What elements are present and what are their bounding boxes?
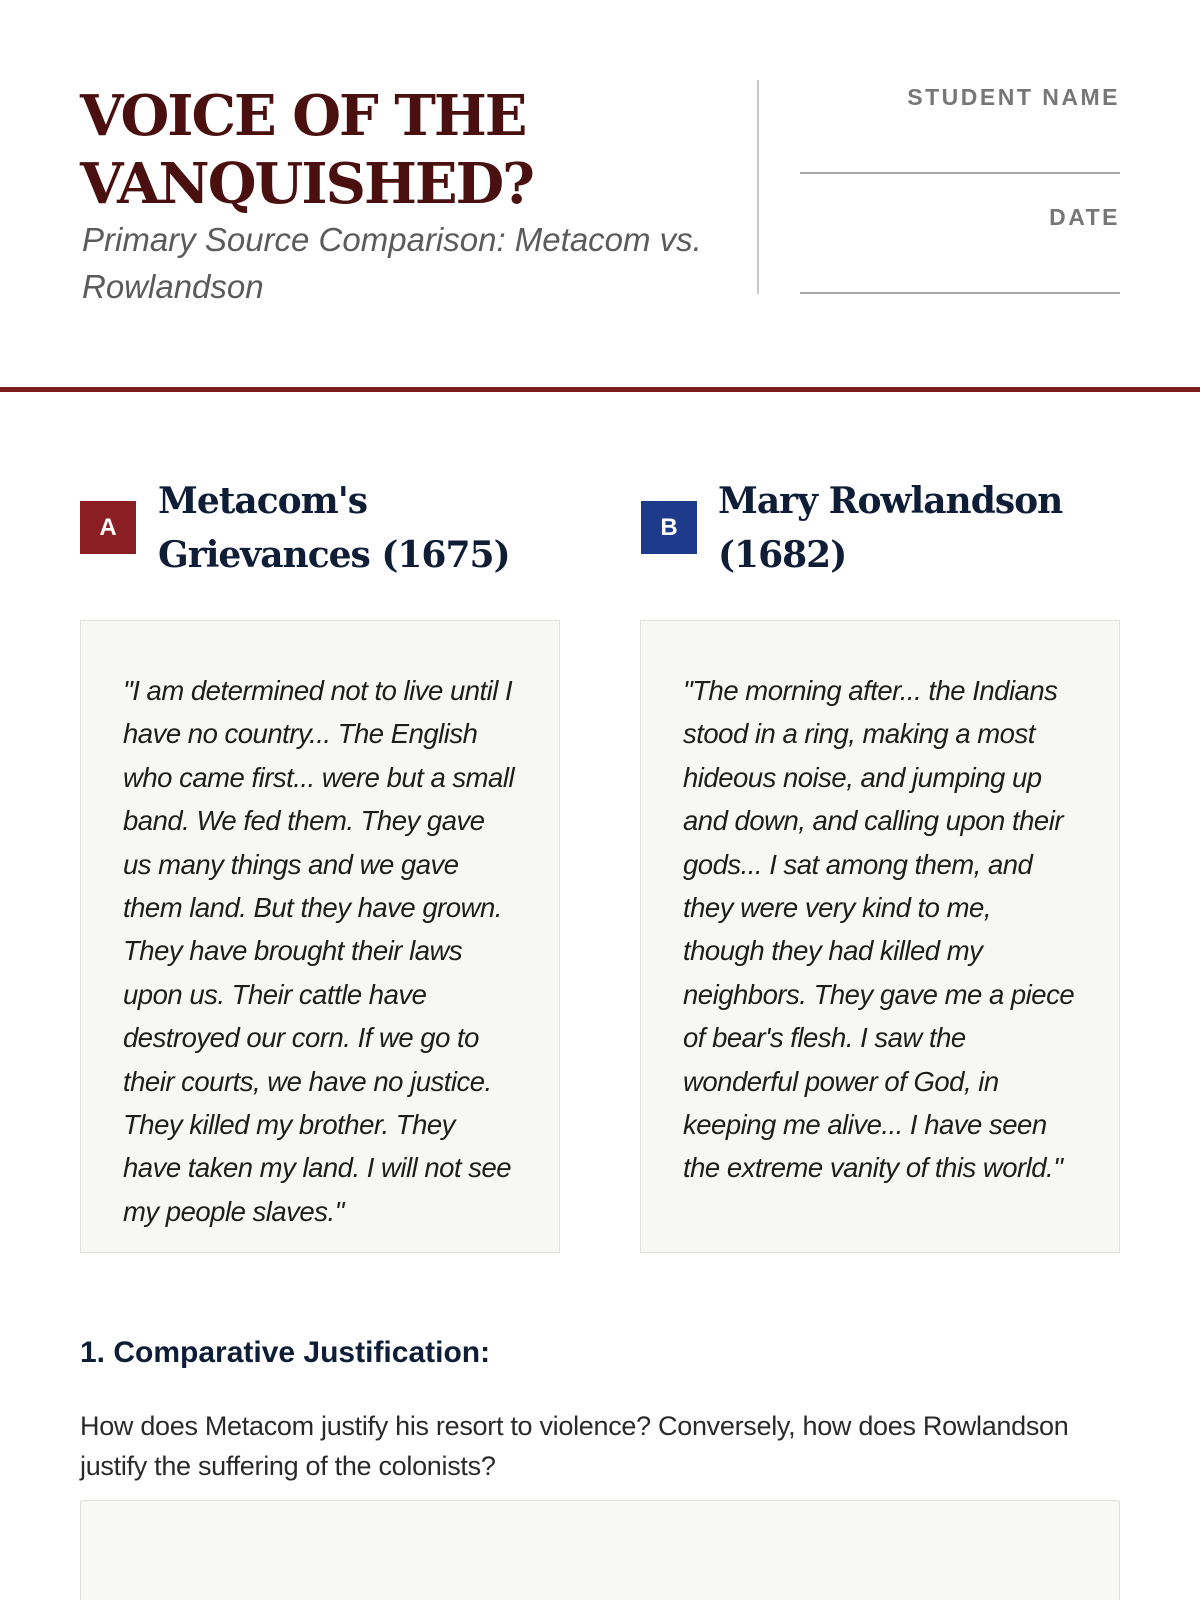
header-divider xyxy=(757,80,759,294)
question-1-label: 1. Comparative Justification: xyxy=(80,1336,491,1369)
source-b-quote: "The morning after... the Indians stood in a ring, making a most hideous noise, and jumping up and down, and calling upon their gods... I sat among them, and they were very kind to me, though they had killed my neighbors. They gave me a piece of bear's flesh. I saw the wonderful power of God, in keeping me alive... I have seen the extreme vanity of this world." xyxy=(683,675,1075,1184)
student-name-label: STUDENT NAME xyxy=(907,84,1120,110)
source-b-quote-box xyxy=(640,620,1120,1253)
source-a-badge: A xyxy=(80,501,136,554)
source-a-quote: "I am determined not to live until I have no country... The English who came first... were but a small band. We fed them. They gave us many things and we gave them land. But they have grown. They have brought their laws upon us. Their cattle have destroyed our corn. If we go to their courts, we have no justice. They killed my brother. They have taken my land. I will not see my people slaves." xyxy=(123,675,515,1227)
source-a-quote-box xyxy=(80,620,560,1253)
page-subtitle: Primary Source Comparison: Metacom vs. Rowlandson xyxy=(82,221,702,305)
date-field[interactable] xyxy=(800,292,1120,294)
source-b-title: Mary Rowlandson (1682) xyxy=(718,480,1063,576)
question-1-answer-box[interactable] xyxy=(80,1500,1120,1600)
worksheet-header xyxy=(0,0,1200,392)
source-b-badge: B xyxy=(641,501,697,554)
date-label: DATE xyxy=(1049,204,1120,230)
student-name-field[interactable] xyxy=(800,172,1120,174)
source-a-title: Metacom's Grievances (1675) xyxy=(158,480,510,576)
question-1-prompt: How does Metacom justify his resort to violence? Conversely, how does Rowlandson justify the suffering of the colonists? xyxy=(80,1411,1069,1481)
page-title: VOICE OF THE VANQUISHED? xyxy=(80,83,533,217)
